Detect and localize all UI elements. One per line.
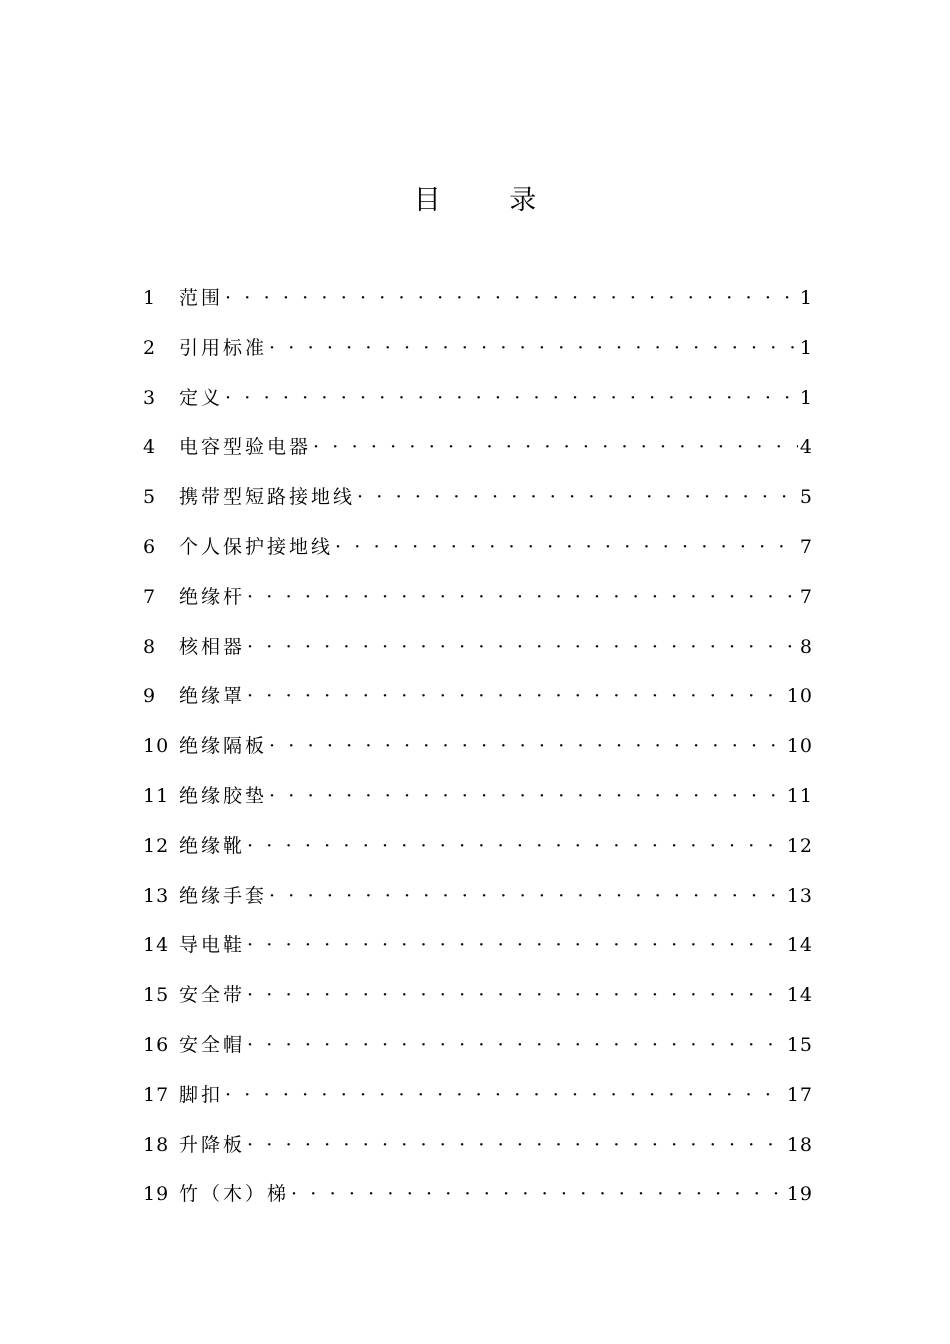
- toc-entry[interactable]: [143, 324, 813, 374]
- toc-entry-label: 安全帽: [179, 1033, 246, 1056]
- toc-dot-leader: [269, 722, 785, 772]
- toc-entry-label: 升降板: [179, 1133, 246, 1156]
- toc-entry-label: 安全带: [179, 984, 246, 1007]
- toc-entry-label: 绝缘隔板: [179, 735, 268, 758]
- toc-entry-number: 3: [143, 386, 157, 409]
- toc-entry[interactable]: [143, 971, 813, 1021]
- toc-entry[interactable]: [143, 623, 813, 673]
- toc-entry-label: 绝缘手套: [179, 884, 268, 907]
- toc-entry-label: 定义: [179, 386, 224, 409]
- toc-dot-leader: [247, 573, 798, 623]
- toc-entry-label: 电容型验电器: [179, 436, 312, 459]
- toc-dot-leader: [247, 1021, 785, 1071]
- toc-entry-number: 13: [143, 884, 170, 907]
- toc-dot-leader: [269, 772, 785, 822]
- toc-dot-leader: [225, 274, 798, 324]
- toc-dot-leader: [247, 1121, 785, 1171]
- toc-entry[interactable]: [143, 523, 813, 573]
- toc-entry-label: 绝缘罩: [179, 685, 246, 708]
- toc-dot-leader: [269, 872, 785, 922]
- toc-entry-label: 脚扣: [179, 1083, 224, 1106]
- toc-dot-leader: [291, 1170, 785, 1220]
- toc-entry-page: 18: [786, 1133, 813, 1156]
- toc-entry[interactable]: [143, 473, 813, 523]
- toc-entry-page: 15: [786, 1033, 813, 1056]
- toc-entry-number: 18: [143, 1133, 170, 1156]
- toc-entry-number: 14: [143, 934, 170, 957]
- toc-list: [143, 274, 813, 1220]
- toc-entry-page: 7: [799, 585, 813, 608]
- toc-entry-page: 1: [799, 287, 813, 309]
- toc-dot-leader: [247, 822, 785, 872]
- toc-entry-number: 19: [143, 1183, 170, 1206]
- toc-entry-label: 范围: [179, 287, 224, 309]
- toc-entry-number: 16: [143, 1033, 170, 1056]
- toc-entry[interactable]: [143, 1170, 813, 1220]
- toc-entry-label: 导电鞋: [179, 934, 246, 957]
- toc-entry-page: 8: [799, 635, 813, 658]
- toc-entry-page: 11: [786, 784, 813, 807]
- toc-entry-number: 1: [143, 287, 157, 309]
- toc-entry-number: 7: [143, 585, 157, 608]
- toc-entry-number: 10: [143, 735, 170, 758]
- toc-entry[interactable]: [143, 872, 813, 922]
- toc-dot-leader: [335, 523, 798, 573]
- toc-entry[interactable]: [143, 921, 813, 971]
- toc-entry-page: 14: [786, 984, 813, 1007]
- toc-entry-page: 14: [786, 934, 813, 957]
- toc-entry-label: 携带型短路接地线: [179, 486, 356, 509]
- toc-entry-label: 绝缘杆: [179, 585, 246, 608]
- toc-entry[interactable]: [143, 274, 813, 324]
- toc-entry-number: 9: [143, 685, 157, 708]
- toc-entry[interactable]: [143, 573, 813, 623]
- toc-entry-label: 个人保护接地线: [179, 535, 334, 558]
- toc-entry-page: 5: [799, 486, 813, 509]
- toc-entry[interactable]: [143, 374, 813, 424]
- toc-entry-page: 13: [786, 884, 813, 907]
- toc-entry[interactable]: [143, 772, 813, 822]
- toc-entry-page: 10: [786, 735, 813, 758]
- toc-dot-leader: [357, 473, 798, 523]
- toc-dot-leader: [247, 921, 785, 971]
- toc-dot-leader: [225, 374, 798, 424]
- toc-entry-label: 核相器: [179, 635, 246, 658]
- toc-entry-number: 4: [143, 436, 157, 459]
- toc-entry-number: 15: [143, 984, 170, 1007]
- toc-entry[interactable]: [143, 822, 813, 872]
- toc-entry-label: 绝缘胶垫: [179, 784, 268, 807]
- toc-entry[interactable]: [143, 423, 813, 473]
- toc-entry-number: 5: [143, 486, 157, 509]
- toc-entry-label: 绝缘靴: [179, 834, 246, 857]
- toc-dot-leader: [247, 971, 785, 1021]
- toc-dot-leader: [247, 672, 785, 722]
- toc-entry-label: 竹（木）梯: [179, 1183, 290, 1206]
- toc-entry[interactable]: [143, 722, 813, 772]
- toc-entry-number: 6: [143, 535, 157, 558]
- toc-entry-page: 17: [786, 1083, 813, 1106]
- toc-entry[interactable]: [143, 1021, 813, 1071]
- toc-entry[interactable]: [143, 1121, 813, 1171]
- toc-entry-number: 17: [143, 1083, 170, 1106]
- toc-entry-page: 19: [786, 1183, 813, 1206]
- toc-entry-page: 1: [799, 386, 813, 409]
- toc-entry-page: 4: [799, 436, 813, 459]
- toc-entry-number: 11: [143, 784, 170, 807]
- toc-entry-label: 引用标准: [179, 336, 268, 359]
- toc-dot-leader: [313, 423, 798, 473]
- toc-entry-page: 7: [799, 535, 813, 558]
- toc-entry-number: 8: [143, 635, 157, 658]
- toc-entry-number: 12: [143, 834, 170, 857]
- toc-title: 目 录: [413, 185, 567, 216]
- toc-entry[interactable]: [143, 672, 813, 722]
- toc-entry-page: 12: [786, 834, 813, 857]
- toc-entry-page: 10: [786, 685, 813, 708]
- toc-entry[interactable]: [143, 1071, 813, 1121]
- toc-dot-leader: [269, 324, 798, 374]
- toc-dot-leader: [247, 623, 798, 673]
- toc-dot-leader: [225, 1071, 785, 1121]
- toc-entry-page: 1: [799, 336, 813, 359]
- toc-entry-number: 2: [143, 336, 157, 359]
